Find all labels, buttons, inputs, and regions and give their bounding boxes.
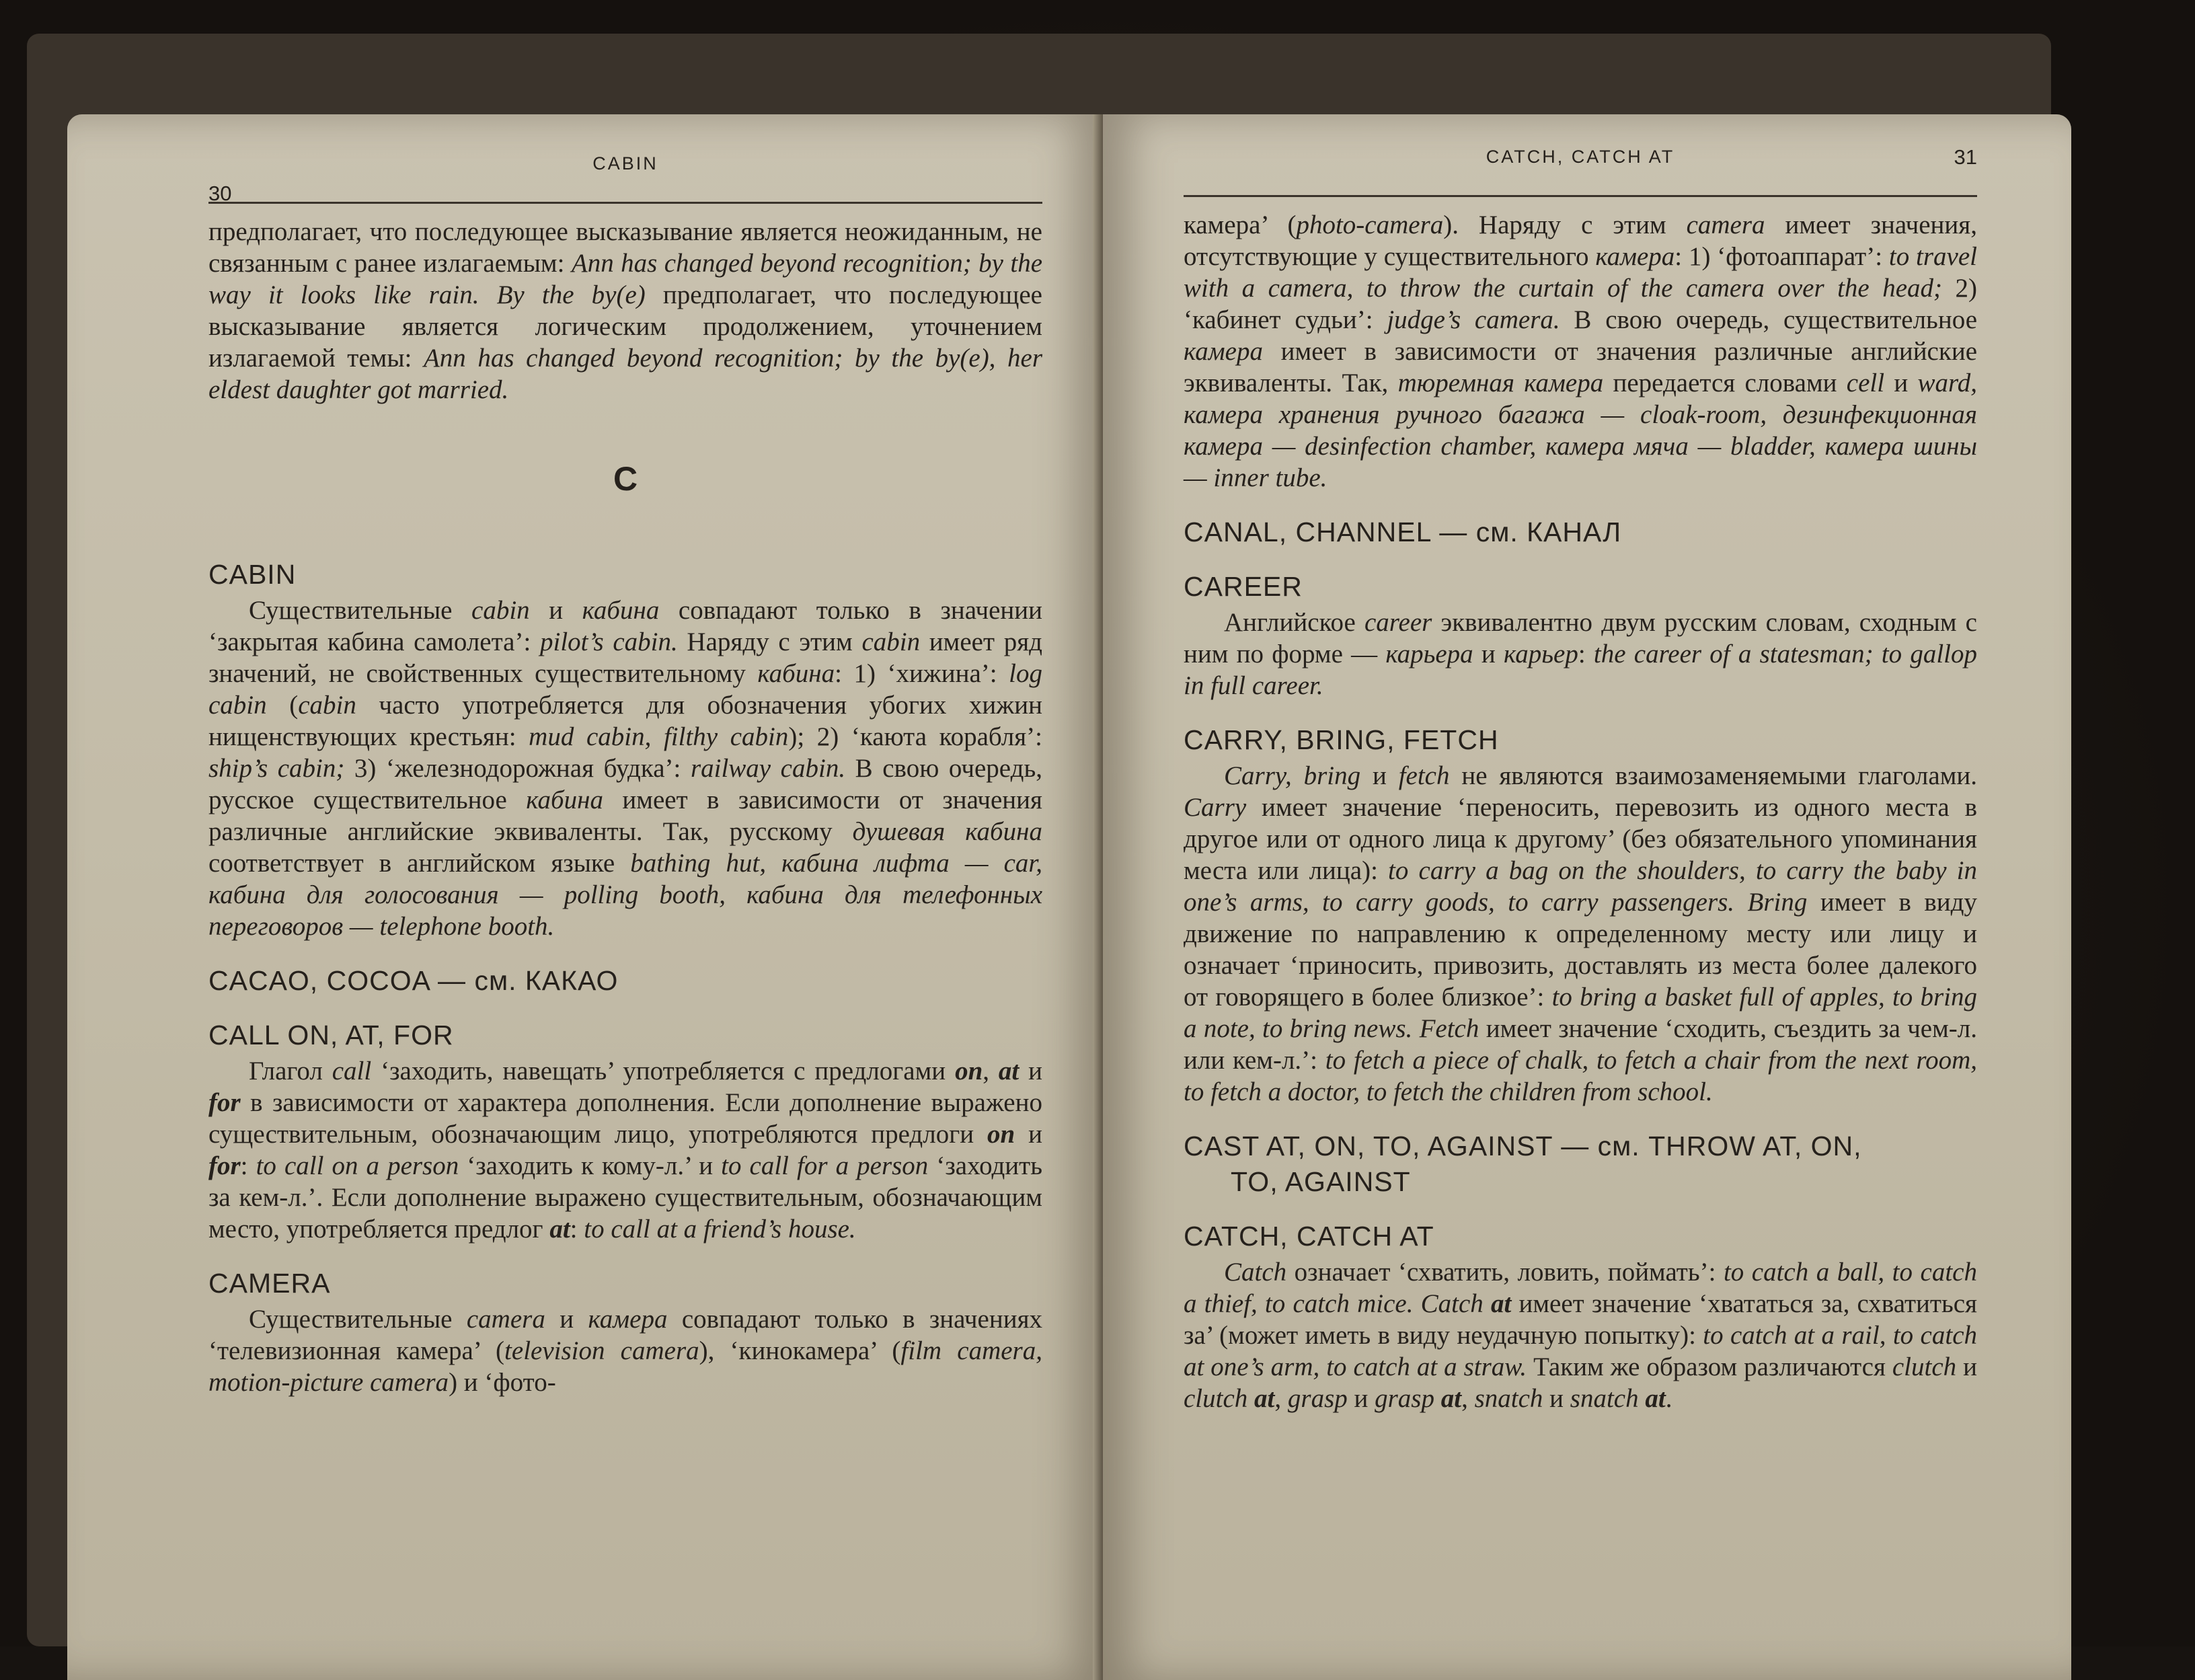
entry-headword: CAST AT, ON, TO, AGAINST — см. THROW AT, ON, <box>1184 1131 1862 1161</box>
text-run: камера <box>588 1305 668 1334</box>
text-run: camera <box>466 1305 545 1334</box>
text-run: 3) ‘железнодорожная будка’: <box>344 754 691 783</box>
text-run: television camera <box>504 1336 699 1365</box>
text-run: Carry <box>1184 793 1247 822</box>
text-run: grasp <box>1287 1384 1348 1413</box>
text-run: call <box>332 1057 372 1085</box>
text-run: имеет значения, отсутствующие у существительного <box>1184 211 1977 271</box>
right-intro-paragraph <box>1184 209 1977 494</box>
text-run: и <box>1473 640 1504 669</box>
text-run: ); 2) ‘каюта корабля’: <box>788 722 1042 751</box>
entry-carry <box>1184 724 1977 1108</box>
text-run: Английское <box>1224 608 1364 637</box>
left-page-number: 30 <box>208 182 232 205</box>
text-run: не являются взаимозаменяемыми глаголами. <box>1449 761 1977 790</box>
entry-body <box>208 1303 1042 1398</box>
text-run: ), ‘кинокамера’ ( <box>699 1336 901 1365</box>
text-run: to catch at a rail, to catch at one’s arm, to catch at a straw. <box>1184 1321 1978 1381</box>
entry-camera <box>208 1268 1042 1398</box>
text-run: имеет в виду движение по направлению к определенному месту или лицу и означает ‘приносить, привозить, доставлять из места более далекого от говорящего в более близкое’: <box>1184 888 1977 1011</box>
entry-cacao <box>208 965 1042 997</box>
text-run: to catch a ball, to catch a thief, to catch mice. Catch <box>1184 1258 1977 1318</box>
entry-canal <box>1184 517 1977 548</box>
text-run: имеет значение ‘хвататься за, схватиться за’ (может иметь в виду неудачную попытку): <box>1184 1289 1977 1350</box>
text-run: в зависимости от характера дополнения. Если дополнение выражено существительным, обозначающим лицо, употребляются предлоги <box>208 1088 1042 1149</box>
text-run: to travel with a camera, to throw the curtain of the camera over the head; <box>1184 242 1977 303</box>
text-run: Существительные <box>249 1305 467 1334</box>
text-run: карьера <box>1385 640 1473 669</box>
text-run: on <box>955 1057 983 1085</box>
text-run: и <box>529 596 582 625</box>
text-run: snatch <box>1570 1384 1646 1413</box>
right-running-head <box>1184 135 1977 197</box>
text-run: совпадают только в значениях ‘телевизионная камера’ ( <box>208 1305 1043 1365</box>
entry-headword: CALL ON, AT, FOR <box>208 1020 454 1051</box>
text-run: career <box>1364 608 1432 637</box>
text-run: railway cabin. <box>690 754 846 783</box>
text-run: to call on a person <box>256 1151 459 1180</box>
text-run: имеет в зависимости от значения различные английские эквиваленты. Так, русскому <box>208 786 1042 846</box>
text-run: 2) ‘кабинет судьи’: <box>1184 274 1977 334</box>
text-run: to fetch a piece of chalk, to fetch a chair from the next room, to fetch a doctor, to fetch the children from school. <box>1184 1046 1978 1106</box>
text-run: и <box>1360 761 1399 790</box>
text-run: at <box>1440 1384 1462 1413</box>
text-run: передается словами <box>1603 369 1847 397</box>
text-run: to call at a friend’s house. <box>584 1215 856 1244</box>
right-page <box>1103 114 2071 1680</box>
text-run: to bring a basket full of apples, to bring a note, to bring news. Fetch <box>1184 983 1977 1043</box>
text-run: to carry a bag on the shoulders, to carry the baby in one’s arms, to carry goods, to carry passengers. Bring <box>1184 856 1977 917</box>
left-intro-paragraph <box>208 216 1042 406</box>
text-run: Ann has changed beyond recognition; by the by(e), her eldest daughter got married. <box>208 344 1043 404</box>
text-run: Catch <box>1224 1258 1287 1287</box>
text-run: и <box>1015 1120 1042 1149</box>
text-run: ward, камера хранения ручного багажа — cloak-room, дезинфекционная камера — desinfection chamber, камера мяча — bladder, камера шины — inner tube. <box>1184 369 1977 492</box>
text-run: ). Наряду с этим <box>1443 211 1687 239</box>
text-run: ship’s cabin; <box>208 754 345 783</box>
text-run: камера’ ( <box>1184 211 1297 239</box>
text-run: ‘заходить за кем-л.’. Если дополнение выражено существительным, обозначающим место, употребляется предлог <box>208 1151 1042 1244</box>
section-letter: C <box>613 460 638 498</box>
entry-headword-continuation: TO, AGAINST <box>1231 1166 1411 1197</box>
text-run: камера <box>1595 242 1675 271</box>
text-run: кабина <box>757 659 835 688</box>
entry-headword: CANAL, CHANNEL — см. КАНАЛ <box>1184 517 1622 547</box>
text-run: clutch <box>1184 1384 1255 1413</box>
entry-body <box>1184 760 1977 1108</box>
text-run: предполагает, что последующее высказывание является неожиданным, не связанным с ранее излагаемым: <box>208 217 1042 278</box>
text-run: bathing hut, кабина лифта — car, кабина для голосования — polling booth, кабина для телефонных переговоров — telephone booth. <box>208 849 1042 941</box>
text-run: камера <box>1184 337 1263 366</box>
entry-headword: CABIN <box>208 559 297 590</box>
left-header-title: CABIN <box>592 153 658 174</box>
text-run: : <box>570 1215 584 1244</box>
entry-body <box>208 595 1042 942</box>
text-run: clutch <box>1892 1352 1957 1381</box>
text-run: for <box>208 1088 241 1117</box>
entry-body <box>208 1055 1042 1245</box>
text-run: snatch <box>1474 1384 1543 1413</box>
text-run: карьер <box>1503 640 1578 669</box>
text-run: В свою очередь, существительное <box>1559 305 1978 334</box>
text-run: cell <box>1846 369 1885 397</box>
text-run: : 1) ‘фотоаппарат’: <box>1674 242 1889 271</box>
text-run: В свою очередь, русское существительное <box>208 754 1042 814</box>
text-run: Carry, bring <box>1224 761 1361 790</box>
text-run: имеет ряд значений, не свойственных существительному <box>208 627 1043 688</box>
entry-body <box>1184 607 1977 701</box>
text-run: означает ‘схватить, ловить, поймать’: <box>1286 1258 1724 1287</box>
text-run: совпадают только в значении ‘закрытая кабина самолета’: <box>208 596 1043 656</box>
text-run: judge’s camera. <box>1387 305 1560 334</box>
text-run: film camera, motion-picture camera <box>208 1336 1042 1397</box>
text-run: grasp <box>1375 1384 1441 1413</box>
text-run: at <box>1254 1384 1275 1413</box>
text-run: соответствует в английском языке <box>208 849 631 878</box>
entry-headword: CAREER <box>1184 571 1303 602</box>
open-book <box>27 34 2051 1646</box>
entry-cabin <box>208 559 1042 942</box>
text-run: : <box>240 1151 256 1180</box>
right-header-title: CATCH, CATCH AT <box>1486 147 1675 167</box>
text-run: : 1) ‘хижина’: <box>835 659 1009 688</box>
text-run: эквивалентно двум русским словам, сходным с ним по форме — <box>1184 608 1977 669</box>
entry-call-on <box>208 1020 1042 1245</box>
text-run: cabin <box>471 596 530 625</box>
text-run: имеет значение ‘сходить, съездить за чем-л. или кем-л.’: <box>1184 1014 1977 1075</box>
text-run: и <box>545 1305 588 1334</box>
entry-headword: CAMERA <box>208 1268 331 1299</box>
text-run: at <box>1490 1289 1512 1318</box>
entry-career <box>1184 571 1977 701</box>
text-run: . <box>1665 1384 1672 1413</box>
text-run: log cabin <box>208 659 1042 720</box>
text-run: at <box>998 1057 1019 1085</box>
text-run: и <box>1347 1384 1375 1413</box>
entry-headword: CATCH, CATCH AT <box>1184 1221 1434 1252</box>
entry-headword: CACAO, COCOA — см. КАКАО <box>208 965 619 996</box>
text-run: ( <box>266 691 299 720</box>
text-run: , <box>983 1057 999 1085</box>
text-run: и <box>1543 1384 1570 1413</box>
text-run: , <box>1461 1384 1475 1413</box>
text-run: кабина <box>526 786 603 814</box>
text-run: fetch <box>1398 761 1450 790</box>
right-page-number: 31 <box>1954 145 1977 169</box>
text-run: : <box>1578 640 1594 669</box>
text-run: тюремная камера <box>1397 369 1604 397</box>
entry-cast <box>1184 1131 1977 1198</box>
text-run: имеет в зависимости от значения различные английские эквиваленты. Так, <box>1184 337 1977 397</box>
text-run: camera <box>1686 211 1765 239</box>
text-run: ) и ‘фото- <box>449 1368 556 1397</box>
text-run: , <box>1274 1384 1288 1413</box>
text-run: cabin <box>861 627 921 656</box>
text-run: душевая кабина <box>852 817 1043 846</box>
text-run: имеет значение ‘переносить, перевозить из одного места в другое или от одного лица к другому’ (без обязательного упоминания места или лица): <box>1184 793 1977 885</box>
text-run: и <box>1884 369 1918 397</box>
text-run: Наряду с этим <box>677 627 862 656</box>
text-run: pilot’s cabin. <box>539 627 678 656</box>
text-run: часто употребляется для обозначения убогих хижин нищенствующих крестьян: <box>208 691 1042 751</box>
text-run: Существительные <box>249 596 472 625</box>
text-run: the career of a statesman; to gallop in full career. <box>1184 640 1978 700</box>
text-run: mud cabin, filthy cabin <box>529 722 789 751</box>
text-run: photo-camera <box>1296 211 1444 239</box>
text-run: Глагол <box>249 1057 332 1085</box>
text-run: и <box>1019 1057 1043 1085</box>
text-run: ‘заходить к кому-л.’ и <box>459 1151 722 1180</box>
text-run: кабина <box>582 596 660 625</box>
text-run: at <box>1645 1384 1666 1413</box>
entry-catch <box>1184 1221 1977 1414</box>
text-run: on <box>987 1120 1015 1149</box>
text-run: ‘заходить, навещать’ употребляется с предлогами <box>371 1057 956 1085</box>
text-run: Таким же образом различаются <box>1527 1352 1892 1381</box>
entry-body <box>1184 1256 1977 1414</box>
text-run: for <box>208 1151 241 1180</box>
text-run: at <box>549 1215 570 1244</box>
text-run: и <box>1956 1352 1977 1381</box>
entry-headword: CARRY, BRING, FETCH <box>1184 724 1499 755</box>
text-run: to call for a person <box>721 1151 929 1180</box>
text-run: Ann has changed beyond recognition; by the way it looks like rain. By the by(e) <box>208 249 1042 309</box>
text-run: предполагает, что последующее высказывание является логическим продолжением, уточнением излагаемой темы: <box>208 280 1042 373</box>
text-run: cabin <box>298 691 356 720</box>
left-page <box>67 114 1103 1680</box>
left-running-head <box>208 141 1042 204</box>
